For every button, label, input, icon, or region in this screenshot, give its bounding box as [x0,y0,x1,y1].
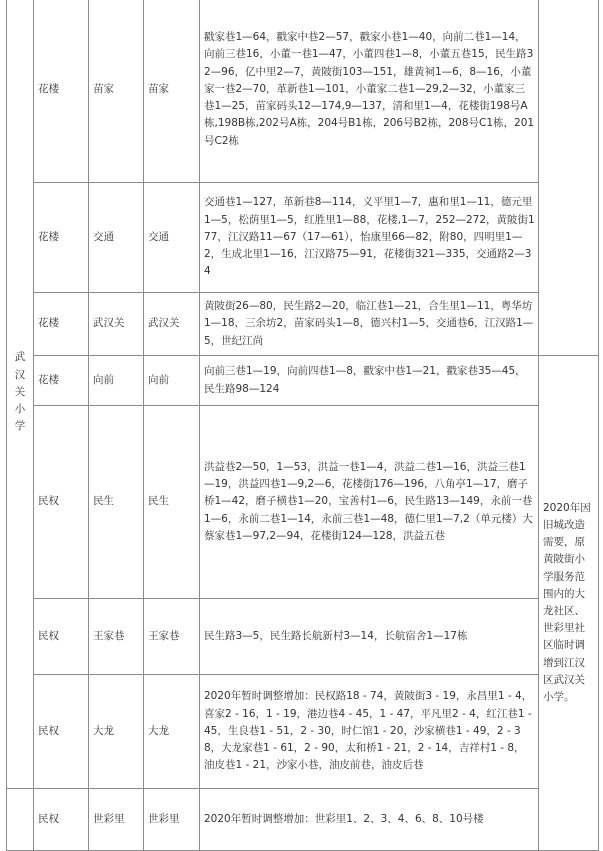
address-range-cell: 民生路3—5，民生路长航新村3—14，长航宿舍1—17栋 [200,599,539,675]
address-range-cell: 2020年暂时调整增加：世彩里1、2、3、4、6、8、10号楼 [200,789,539,851]
table-row [7,789,599,851]
table-row [7,675,599,789]
community-label-cell: 大龙 [144,675,200,789]
table-row [7,599,599,675]
community-label-cell: 苗家 [144,0,200,183]
community-cell: 武汉关 [89,293,144,356]
street-cell: 花楼 [34,293,89,356]
school-zoning-table [6,0,599,851]
street-cell: 花楼 [34,356,89,406]
address-range-cell: 洪益巷2—50，1—53，洪益一巷1—4，洪益二巷1—16，洪益三巷1—19，洪益四巷1—9,2—6，花楼街176—196，八角亭1—17，磨子桥1—42，磨子横巷1—20，宝善村1—6，民生路13—149，永前一巷1—6，永前二巷1—14，永前三巷1—48，德仁里1—7,2（单元楼）大蔡家巷1—97,2—94，花楼街124—128，洪益五巷 [200,406,539,599]
school-name: 武汉关小学 [14,351,26,433]
street-cell: 民权 [34,789,89,851]
school-name-cell-continued [7,789,34,851]
community-cell: 王家巷 [89,599,144,675]
community-label-cell: 民生 [144,406,200,599]
address-range-cell: 黄陂街26—80，民生路2—20，临江巷1—21，合生里1—11，粤华坊1—18，三余坊2，苗家码头1—8，德兴村1—5，交通巷6，江汉路1—5，世纪江尚 [200,293,539,356]
community-cell: 苗家 [89,0,144,183]
community-cell: 交通 [89,183,144,293]
table-row [7,356,599,406]
school-name-cell [7,0,34,789]
street-cell: 民权 [34,406,89,599]
table-row [7,0,599,183]
street-cell: 花楼 [34,0,89,183]
street-cell: 花楼 [34,183,89,293]
community-label-cell: 向前 [144,356,200,406]
community-label-cell: 交通 [144,183,200,293]
table-row [7,183,599,293]
street-cell: 民权 [34,599,89,675]
community-label-cell: 世彩里 [144,789,200,851]
community-label-cell: 王家巷 [144,599,200,675]
community-cell: 世彩里 [89,789,144,851]
address-range-cell: 交通巷1—127，革新巷8—114，义平里1—7，惠和里1—11，德元里1—5，松荫里1—5，红胜里1—88，花楼,1—7，252—272，黄陂街177，江汉路11—67（17—61），怡康里66—82，附80，四明里1—2，生成北里1—16，江汉路75—91，花楼街321—335，交通路2—34 [200,183,539,293]
community-cell: 向前 [89,356,144,406]
adjustment-note: 2020年因旧城改造需要，原黄陂街小学服务范围内的大龙社区、世彩里社区临时调增到江汉区武汉关小学。 [539,356,599,851]
address-range-cell: 戳家巷1—64，戳家中巷2—57，戳家小巷1—40，向前二巷1—14，向前三巷16，小董一巷1—47，小董四巷1—8，小董五巷15，民生路32—96，亿中里2—7，黄陂街103—151，雄黄祠1—6，8—16，小董家一巷2—70，革新巷1—101，小董家二巷1—29,2—32，小董家三巷1—25，苗家码头12—174,9—137，清和里1—4，花楼街198号A栋,198B栋,202号A栋，204号B1栋，206号B2栋，208号C1栋，201号C2栋 [200,0,539,183]
note-cell-empty [539,0,599,356]
community-cell: 大龙 [89,675,144,789]
community-label-cell: 武汉关 [144,293,200,356]
table-row [7,293,599,356]
community-cell: 民生 [89,406,144,599]
address-range-cell: 向前三巷1—19，向前四巷1—8，戳家中巷1—21，戳家巷35—45，民生路98—124 [200,356,539,406]
street-cell: 民权 [34,675,89,789]
table-row [7,406,599,599]
address-range-cell: 2020年暂时调整增加：民权路18 - 74，黄陂街3 - 19，永昌里1 - 4，喜家2 - 16，1 - 19，港边巷4 - 45，1 - 47，平凡里2 - 4，红江巷1 - 45，生良巷1 - 51，2 - 30，时仁馆1 - 20，沙家横巷1 - 49，2 - 38，大龙家巷1 - 61，2 - 90，太和桥1 - 21，2 - 14，吉祥村1 - 8，油皮巷1 - 21，沙家小巷，油皮前巷，油皮后巷 [200,675,539,789]
